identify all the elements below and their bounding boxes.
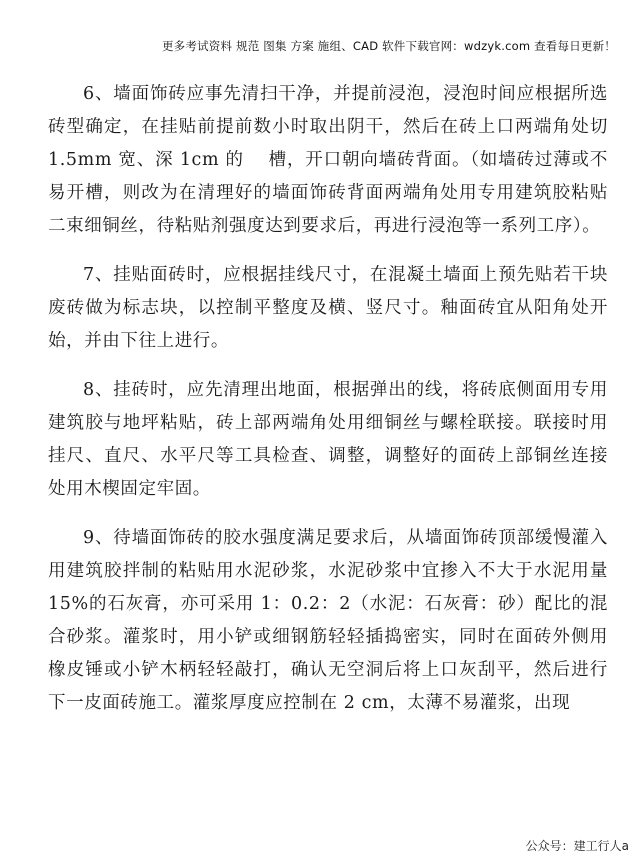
paragraph-6: 6、墙面饰砖应事先清扫干净，并提前浸泡，浸泡时间应根据所选砖型确定，在挂贴前提前数小时取出阴干，然后在砖上口两端角处切 1.5mm 宽、深 1cm 的 槽，开口朝向墙砖背面。（如墙砖过薄或不易开槽，则改为在清理好的墙面饰砖背面两端角处用专用建筑胶粘贴二束细铜丝，待粘贴剂强度达到要求后，再进行浸泡等一系列工序）。	[48, 84, 608, 236]
paragraph-9: 9、待墙面饰砖的胶水强度满足要求后，从墙面饰砖顶部缓慢灌入用建筑胶拌制的粘贴用水泥砂浆，水泥砂浆中宜掺入不大于水泥用量 15%的石灰膏，亦可采用 1：0.2：2（水泥：石灰膏：砂）配比的混合砂浆。灌浆时，用小铲或细钢筋轻轻插捣密实，同时在面砖外侧用橡皮锤或小铲木柄轻轻敲打，确认无空洞后将上口灰刮平，然后进行下一皮面砖施工。灌浆厚度应控制在 2 cm，太薄不易灌浆，出现	[48, 528, 608, 713]
paragraph-7: 7、挂贴面砖时，应根据挂线尺寸，在混凝土墙面上预先贴若干块废砖做为标志块，以控制平整度及横、竖尺寸。釉面砖宜从阳角处开始，并由下往上进行。	[48, 265, 608, 351]
paragraph-8: 8、挂砖时，应先清理出地面，根据弹出的线，将砖底侧面用专用建筑胶与地坪粘贴，砖上部两端角处用细铜丝与螺栓联接。联接时用挂尺、直尺、水平尺等工具检查、调整，调整好的面砖上部铜丝连接处用木楔固定牢固。	[48, 380, 608, 499]
header-note: 更多考试资料 规范 图集 方案 施组、CAD 软件下载官网：wdzyk.com 查看每日更新！	[161, 39, 616, 53]
watermark-label: 公众号：建工行人a	[523, 836, 632, 855]
document-body	[48, 78, 608, 736]
